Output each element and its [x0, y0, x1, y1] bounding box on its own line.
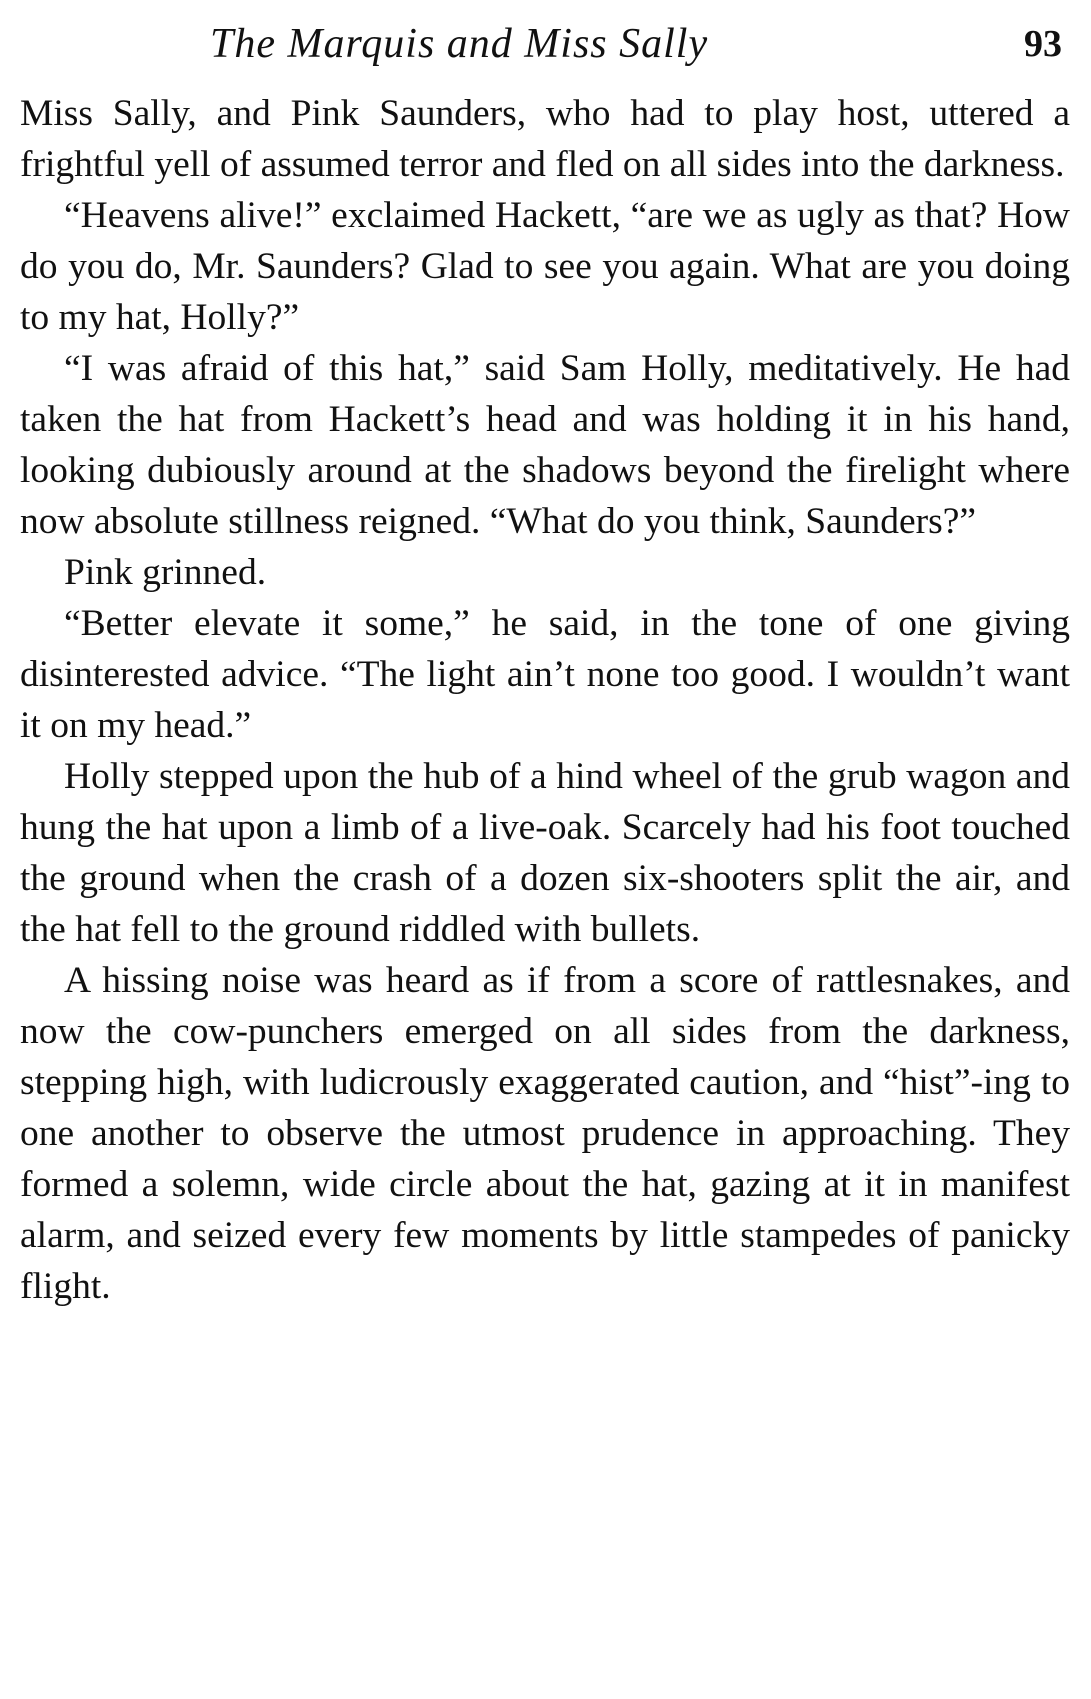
paragraph: Pink grinned. [64, 552, 267, 593]
body-text [20, 88, 1070, 1312]
paragraph: “Heavens alive!” exclaimed Hackett, “are we as ugly as that? How do you do, Mr. Saunders? Glad to see you again. What are you doing to my hat, Holly?” [20, 195, 1070, 338]
paragraph: A hissing noise was heard as if from a score of rattlesnakes, and now the cow-punchers emerged on all sides from the darkness, stepping high, with ludicrously exaggerated caution, and “hist”-ing to one another to observe the utmost prudence in approaching. They formed a solemn, wide circle about the hat, gazing at it in manifest alarm, and seized every few moments by little stampedes of panicky flight. [20, 960, 1070, 1307]
page-header [20, 18, 1070, 78]
paragraph: Miss Sally, and Pink Saunders, who had to play host, uttered a frightful yell of assumed terror and fled on all sides into the darkness. [20, 93, 1070, 185]
paragraph: “I was afraid of this hat,” said Sam Holly, meditatively. He had taken the hat from Hackett’s head and was holding it in his hand, looking dubiously around at the shadows beyond the firelight where now absolute stillness reigned. “What do you think, Saunders?” [20, 348, 1070, 542]
page-number: 93 [1024, 23, 1062, 65]
paragraph: “Better elevate it some,” he said, in the tone of one giving disinterested advice. “The light ain’t none too good. I wouldn’t want it on my head.” [20, 603, 1070, 746]
book-page [20, 18, 1070, 1307]
running-title: The Marquis and Miss Sally [210, 21, 709, 67]
paragraph: Holly stepped upon the hub of a hind wheel of the grub wagon and hung the hat upon a limb of a live-oak. Scarcely had his foot touched the ground when the crash of a dozen six-shooters split the air, and the hat fell to the ground riddled with bullets. [20, 756, 1070, 950]
